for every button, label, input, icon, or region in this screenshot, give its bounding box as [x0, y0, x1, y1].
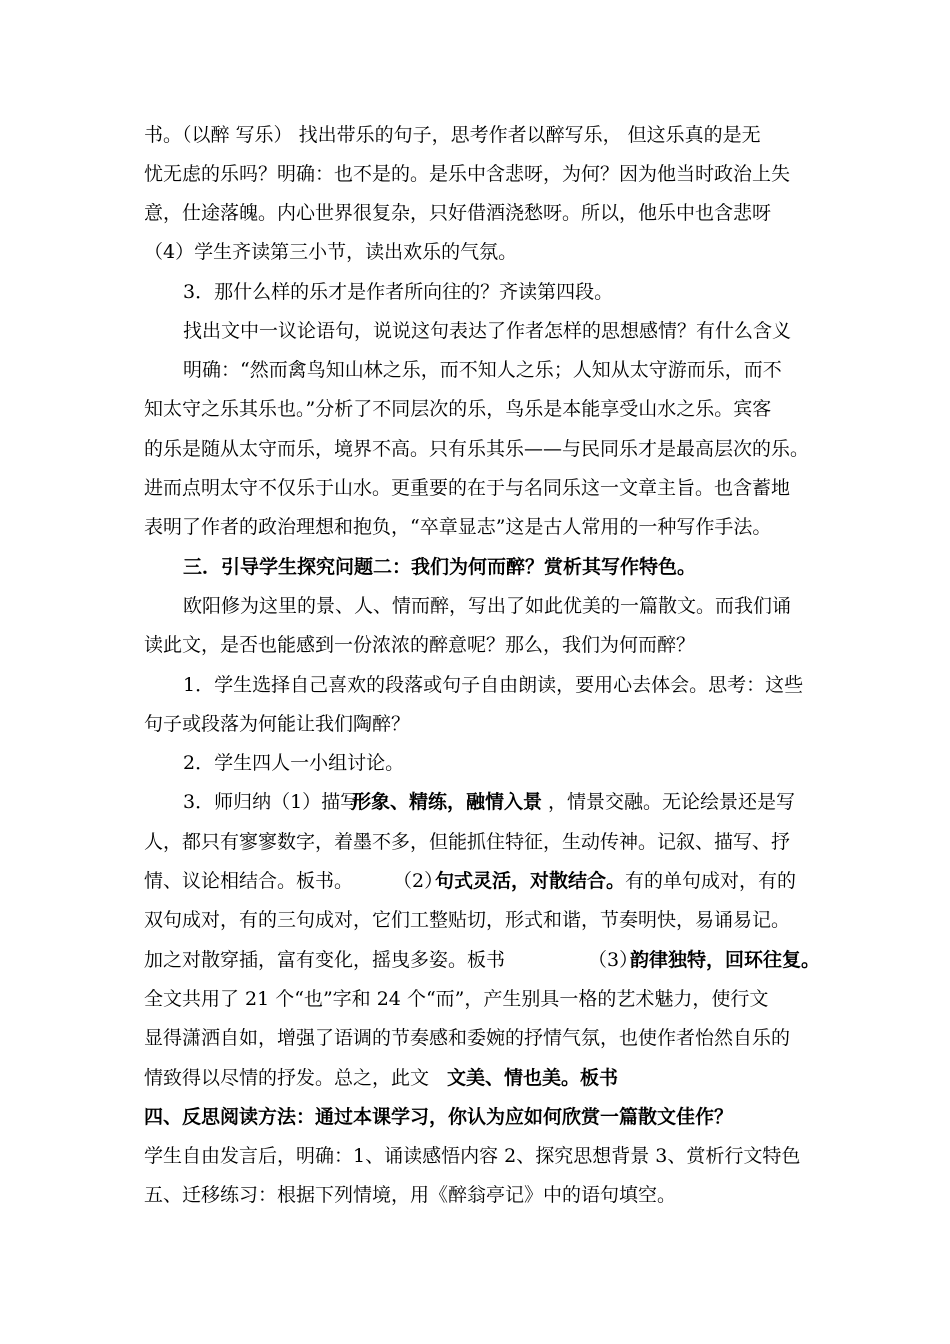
- text-line: 加之对散穿插，富有变化，摇曳多姿。板书 （3） 韵律独特，回环往复。: [144, 949, 821, 971]
- text-line: 1．学生选择自己喜欢的段落或句子自由朗读，要用心去体会。思考：这些: [183, 674, 804, 696]
- section-heading: 四、反思阅读方法：通过本课学习，你认为应如何欣赏一篇散文佳作？: [144, 1106, 734, 1128]
- text-line: 意，仕途落魄。内心世界很复杂，只好借酒浇愁呀。所以，他乐中也含悲呀: [144, 202, 772, 224]
- text-line: 3．那什么样的乐才是作者所向往的？齐读第四段。: [183, 281, 614, 303]
- text-line: 明确：“然而禽鸟知山林之乐，而不知人之乐；人知从太守游而乐，而不: [183, 359, 782, 381]
- text-line: 五、迁移练习：根据下列情境，用《醉翁亭记》中的语句填空。: [144, 1184, 677, 1206]
- text-line: 进而点明太守不仅乐于山水。更重要的在于与名同乐这一文章主旨。也含蓄地: [144, 477, 791, 499]
- text-line: 知太守之乐其乐也。”分析了不同层次的乐，鸟乐是本能享受山水之乐。宾客: [144, 398, 772, 420]
- text-line: （4）学生齐读第三小节，读出欢乐的气氛。: [144, 241, 518, 263]
- text-line: 句子或段落为何能让我们陶醉？: [144, 713, 411, 735]
- text-line: 3．师归纳（1）描写 形象、精练，融情入景 ，情景交融。无论绘景还是写: [183, 791, 796, 813]
- text-line: 学生自由发言后，明确：1、诵读感悟内容 2、探究思想背景 3、赏析行文特色: [144, 1145, 801, 1167]
- text-line: 双句成对，有的三句成对，它们工整贴切，形式和谐，节奏明快，易诵易记。: [144, 909, 791, 931]
- text-line: 欧阳修为这里的景、人、情而醉，写出了如此优美的一篇散文。而我们诵: [183, 595, 792, 617]
- section-heading: 三．引导学生探究问题二：我们为何而醉？赏析其写作特色。: [183, 556, 697, 578]
- text-line: 忧无虑的乐吗？明确：也不是的。是乐中含悲呀，为何？因为他当时政治上失: [144, 163, 791, 185]
- text-line: 表明了作者的政治理想和抱负，“卒章显志”这是古人常用的一种写作手法。: [144, 516, 772, 538]
- text-line: 书。（以醉 写乐） 找出带乐的句子，思考作者以醉写乐， 但这乐真的是无: [144, 124, 761, 146]
- text-line: 找出文中一议论语句，说说这句表达了作者怎样的思想感情？有什么含义: [183, 320, 792, 342]
- text-line: 显得潇洒自如，增强了语调的节奏感和委婉的抒情气氛，也使作者怡然自乐的: [144, 1027, 791, 1049]
- text-line: 情、议论相结合。板书。 （2） 句式灵活，对散结合。 有的单句成对，有的: [144, 870, 797, 892]
- text-line: 读此文，是否也能感到一份浓浓的醉意呢？那么，我们为何而醉？: [144, 634, 696, 656]
- text-line: 2．学生四人一小组讨论。: [183, 752, 405, 774]
- text-line: 情致得以尽情的抒发。总之，此文 文美、情也美。板书: [144, 1067, 619, 1089]
- text-line: 的乐是随从太守而乐，境界不高。只有乐其乐——与民同乐才是最高层次的乐。: [144, 438, 810, 460]
- text-line: 全文共用了 21 个“也”字和 24 个“而”，产生别具一格的艺术魅力，使行文: [144, 988, 769, 1010]
- text-line: 人，都只有寥寥数字，着墨不多，但能抓住特征，生动传神。记叙、描写、抒: [144, 831, 791, 853]
